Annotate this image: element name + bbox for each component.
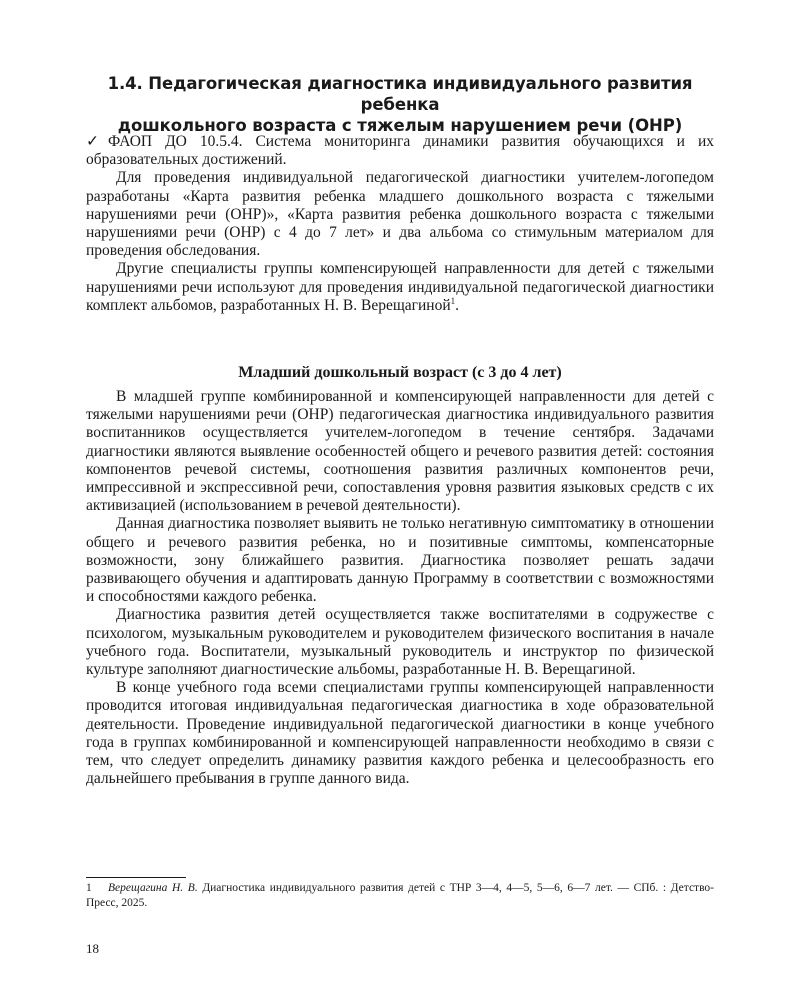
footnote-reference[interactable]: 1 [450,295,456,306]
section-heading [86,73,714,136]
section-paragraph-1: В младшей группе комбинированной и компенсирующей направленности для детей с тяжелыми нарушениями речи (ОНР) педагогическая диагностика индивидуального развития воспитанников осуществляется учителем-логопедом в течение сентября. Задачами диагностики являются выявление особенностей общего и речевого развития детей: состояния компонентов речевой системы, соотношения развития различных компонентов речи, импрессивной и экспрессивной речи, сопоставления уровня развития языковых средств с их активизацией (использованием в речевой деятельности). [86,388,714,515]
intro-paragraph-1 [86,133,714,169]
section-heading-line-2: дошкольного возраста с тяжелым нарушением речи (ОНР) [117,116,683,135]
intro-paragraph-3-text: Другие специалисты группы компенсирующей направленности для детей с тяжелыми нарушениями речи используют для проведения индивидуальной педагогической диагностики комплект альбомов, разработанных Н. В. Верещагиной [86,260,714,314]
intro-paragraph-2: Для проведения индивидуальной педагогической диагностики учителем-логопедом разработаны «Карта развития ребенка младшего дошкольного возраста с тяжелыми нарушениями речи (ОНР)», «Карта развития ребенка дошкольного возраста с тяжелыми нарушениями речи (ОНР) с 4 до 7 лет» и два альбома со стимульным материалом для проведения обследования. [86,169,714,260]
intro-paragraph-1-text: ФАОП ДО 10.5.4. Система мониторинга динамики развития обучающихся и их образовательных достижений. [86,133,714,169]
section-paragraph-2: Данная диагностика позволяет выявить не только негативную симптоматику в отношении общего и речевого развития ребенка, но и позитивные симптомы, компенсаторные возможности, зону ближайшего развития. Диагностика позволяет решать задачи развивающего обучения и адаптировать данную Программу в соответствии с возможностями и способностями каждого ребенка. [86,515,714,606]
intro-block [86,133,714,315]
intro-paragraph-3 [86,260,714,315]
intro-paragraph-3-end: . [455,296,460,314]
section-paragraph-3: Диагностика развития детей осуществляется также воспитателями в содружестве с психологом, музыкальным руководителем и руководителем физического воспитания в начале учебного года. Воспитатели, музыкальный руководитель и инструктор по физической культуре заполняют диагностические альбомы, разработанные Н. В. Верещагиной. [86,606,714,679]
section-paragraph-4: В конце учебного года всеми специалистами группы компенсирующей направленности проводится итоговая индивидуальная педагогическая диагностика в ходе образовательной деятельности. Проведение индивидуальной педагогической диагностики в конце учебного года в группах комбинированной и компенсирующей направленности необходимо в связи с тем, что следует определить динамику развития каждого ребенка и целесообразность его дальнейшего пребывания в группе данного вида. [86,679,714,788]
page-number: 18 [86,941,99,956]
footnote [86,881,714,911]
subsection-title: Младший дошкольный возраст (с 3 до 4 лет) [238,364,562,381]
section-heading-line-1: 1.4. Педагогическая диагностика индивидуального развития ребенка [107,74,693,114]
footnote-divider [86,877,186,878]
footnote-text: Диагностика индивидуального развития детей с ТНР 3—4, 4—5, 5—6, 6—7 лет. — СПб. : Детство-Пресс, 2025. [86,882,715,909]
section-body [86,388,714,788]
check-icon: ✓ [86,133,99,150]
footnote-number: 1 [86,882,92,894]
footnote-author: Верещагина Н. В. [108,882,198,894]
